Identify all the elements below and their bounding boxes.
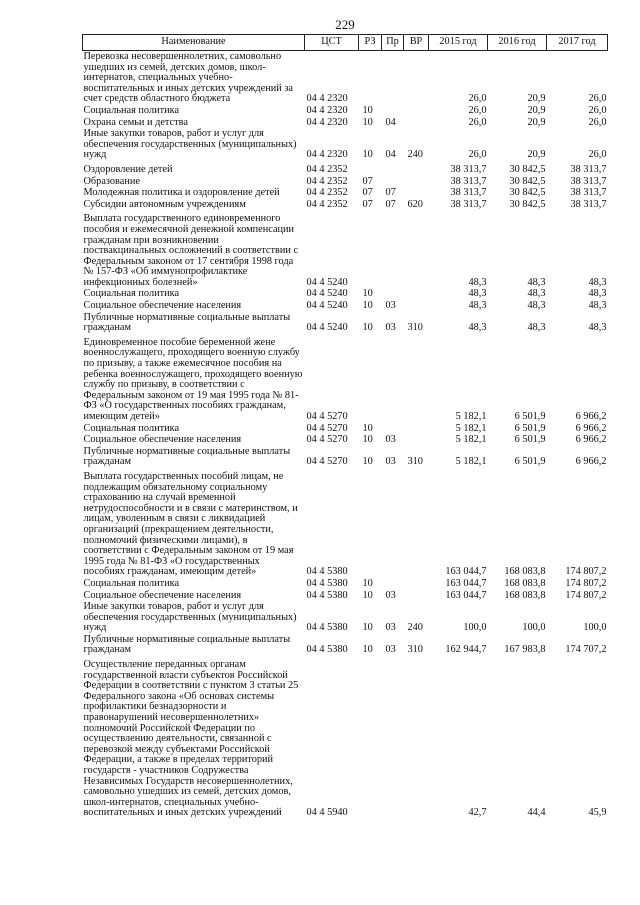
table-row (83, 434, 608, 446)
row-2015: 38 313,7 (450, 163, 487, 175)
row-2015: 162 944,7 (445, 644, 487, 656)
row-2016: 20,9 (527, 93, 546, 105)
row-2017: 48,3 (588, 300, 607, 312)
row-2015: 48,3 (468, 300, 487, 312)
row-2017: 6 966,2 (575, 422, 607, 434)
row-rz: 10 (362, 577, 373, 589)
row-2017: 174 707,2 (565, 644, 607, 656)
row-2016: 48,3 (527, 288, 546, 300)
row-2015: 163 044,7 (445, 577, 487, 589)
row-rz: 10 (362, 644, 373, 656)
table-row (83, 578, 608, 590)
row-cst: 04 4 5240 (306, 322, 348, 334)
row-name: Публичные нормативные социальные выплаты гражданам (83, 633, 291, 656)
row-name: Публичные нормативные социальные выплаты гражданам (83, 445, 291, 468)
row-pr (382, 288, 404, 300)
table-header (83, 35, 608, 51)
row-2015: 42,7 (468, 807, 487, 819)
table-row (83, 590, 608, 602)
row-2015: 163 044,7 (445, 589, 487, 601)
row-pr: 07 (385, 198, 396, 210)
row-2017: 6 966,2 (575, 434, 607, 446)
row-rz: 10 (362, 622, 373, 634)
row-vr (404, 578, 429, 590)
row-2015: 5 182,1 (455, 434, 487, 446)
row-2015: 100,0 (463, 622, 487, 634)
row-2017: 6 966,2 (575, 456, 607, 468)
row-cst: 04 4 5270 (306, 422, 348, 434)
row-pr (382, 468, 404, 578)
row-name: Социальное обеспечение населения (83, 589, 242, 601)
row-cst: 04 4 2320 (306, 104, 348, 116)
row-cst: 04 4 2352 (306, 163, 348, 175)
row-2017: 26,0 (588, 116, 607, 128)
table-row (83, 199, 608, 211)
row-2015: 48,3 (468, 322, 487, 334)
row-2015: 48,3 (468, 276, 487, 288)
row-2015: 5 182,1 (455, 422, 487, 434)
row-name: Молодежная политика и оздоровление детей (83, 187, 280, 199)
table-row (83, 288, 608, 300)
row-cst: 04 4 2320 (306, 149, 348, 161)
row-cst: 04 4 5380 (306, 622, 348, 634)
row-vr (404, 105, 429, 117)
table-row (83, 423, 608, 435)
row-2017: 48,3 (588, 322, 607, 334)
row-2017: 6 966,2 (575, 411, 607, 422)
row-rz (359, 210, 382, 288)
table-row (83, 312, 608, 334)
row-rz: 07 (362, 175, 373, 187)
row-2017: 48,3 (588, 276, 607, 288)
row-pr (382, 334, 404, 423)
row-vr (404, 656, 429, 819)
row-2017: 100,0 (583, 622, 607, 634)
row-vr: 310 (407, 456, 423, 468)
row-pr: 07 (385, 187, 396, 199)
row-2016: 20,9 (527, 104, 546, 116)
table-row (83, 187, 608, 199)
row-name: Социальная политика (83, 577, 180, 589)
row-name: Иные закупки товаров, работ и услуг для обеспечения государственных (муниципальных) нужд (83, 128, 297, 161)
row-2015: 48,3 (468, 288, 487, 300)
row-2017: 174 807,2 (565, 577, 607, 589)
row-2016: 20,9 (527, 116, 546, 128)
row-cst: 04 4 2352 (306, 198, 348, 210)
row-pr (382, 423, 404, 435)
row-pr: 04 (385, 116, 396, 128)
row-vr: 620 (407, 198, 423, 210)
row-rz: 07 (362, 198, 373, 210)
header-2016: 2016 год (488, 35, 547, 51)
row-pr: 03 (385, 456, 396, 468)
row-vr: 310 (407, 322, 423, 334)
row-rz (359, 468, 382, 578)
table-row (83, 446, 608, 468)
row-pr (382, 51, 404, 105)
table-row (83, 334, 608, 423)
table-body (83, 51, 608, 819)
row-pr: 04 (385, 149, 396, 161)
row-name: Субсидии автономным учреждениям (83, 198, 246, 210)
row-rz: 10 (362, 116, 373, 128)
row-2015: 38 313,7 (450, 187, 487, 199)
table-row (83, 300, 608, 312)
row-2017: 38 313,7 (570, 198, 607, 210)
row-2015: 38 313,7 (450, 198, 487, 210)
row-vr (404, 468, 429, 578)
table-row (83, 51, 608, 105)
row-2016: 168 083,8 (504, 577, 546, 589)
page-number: 229 (335, 17, 355, 32)
row-rz: 10 (362, 300, 373, 312)
row-cst: 04 4 5270 (306, 434, 348, 446)
budget-table (82, 34, 608, 819)
row-2016: 44,4 (527, 807, 546, 819)
row-name: Единовременное пособие беременной жене военнослужащего, проходящего военную службу по призыву, а также ежемесячное пособия на ребенка военнослужащего, проходящего военную службу по призыву, в соответствии с Федеральным законом от 19 мая 1995 года № 81-ФЗ «О государственных пособиях гражданам, имеющим детей» (83, 336, 303, 422)
row-pr (382, 161, 404, 176)
row-vr: 240 (407, 622, 423, 634)
row-vr (404, 161, 429, 176)
row-2015: 26,0 (468, 93, 487, 105)
row-2016: 48,3 (527, 276, 546, 288)
row-cst: 04 4 2352 (306, 187, 348, 199)
row-cst: 04 4 5240 (306, 300, 348, 312)
row-pr: 03 (385, 622, 396, 634)
row-name: Перевозка несовершеннолетних, самовольно ушедших из семей, детских домов, школ-интернатов, специальных учебно-воспитательных и иных детских учреждений за счет средств областного бюджета (83, 51, 293, 105)
row-2017: 38 313,7 (570, 187, 607, 199)
row-2015: 26,0 (468, 104, 487, 116)
row-pr (382, 176, 404, 188)
row-rz: 10 (362, 422, 373, 434)
row-pr: 03 (385, 589, 396, 601)
row-rz (359, 51, 382, 105)
row-2015: 38 313,7 (450, 175, 487, 187)
row-vr (404, 176, 429, 188)
row-vr (404, 288, 429, 300)
row-2016: 168 083,8 (504, 566, 546, 578)
row-pr: 03 (385, 434, 396, 446)
row-cst: 04 4 2352 (306, 175, 348, 187)
row-rz (359, 334, 382, 423)
table-row (83, 176, 608, 188)
row-vr (404, 117, 429, 129)
row-2017: 174 807,2 (565, 566, 607, 578)
row-cst: 04 4 5270 (306, 411, 348, 422)
row-2016: 30 842,5 (509, 163, 546, 175)
table-row (83, 656, 608, 819)
row-name: Выплата государственного единовременного пособия и ежемесячной денежной компенсации гражданам при возникновении поствакцинальных осложнений в соответствии с Федеральным законом от 17 сентября 1998 года № 157-ФЗ «Об иммунопрофилактике инфекционных болезней» (83, 213, 299, 288)
row-2015: 5 182,1 (455, 456, 487, 468)
row-2016: 30 842,5 (509, 187, 546, 199)
header-pr: Пр (382, 35, 404, 51)
row-name: Оздоровление детей (83, 163, 173, 175)
row-2016: 48,3 (527, 322, 546, 334)
row-2016: 6 501,9 (514, 411, 546, 422)
table-row (83, 634, 608, 656)
row-vr (404, 434, 429, 446)
row-2016: 6 501,9 (514, 456, 546, 468)
row-vr (404, 423, 429, 435)
row-rz (359, 656, 382, 819)
row-rz: 10 (362, 589, 373, 601)
row-vr (404, 300, 429, 312)
table-row (83, 128, 608, 161)
table-row (83, 105, 608, 117)
row-rz: 10 (362, 288, 373, 300)
row-cst: 04 4 5270 (306, 456, 348, 468)
row-name: Охрана семьи и детства (83, 116, 188, 128)
row-cst: 04 4 5240 (306, 276, 348, 288)
row-cst: 04 4 5380 (306, 577, 348, 589)
table-row (83, 161, 608, 176)
row-pr: 03 (385, 644, 396, 656)
row-name: Социальная политика (83, 422, 180, 434)
row-vr (404, 334, 429, 423)
header-cst: ЦСТ (305, 35, 359, 51)
row-2017: 45,9 (588, 807, 607, 819)
row-cst: 04 4 5240 (306, 288, 348, 300)
row-2017: 38 313,7 (570, 163, 607, 175)
row-2016: 30 842,5 (509, 175, 546, 187)
row-2016: 30 842,5 (509, 198, 546, 210)
row-rz: 10 (362, 322, 373, 334)
row-2016: 6 501,9 (514, 422, 546, 434)
row-name: Социальная политика (83, 104, 180, 116)
row-2016: 48,3 (527, 300, 546, 312)
row-vr: 310 (407, 644, 423, 656)
row-name: Выплата государственных пособий лицам, не подлежащим обязательному социальному страхованию на случай временной нетрудоспособности и в связи с материнством, и лицам, уволенным в связи с ликвидацией организаций (прекращением деятельности, полномочий физическими лицами), в соответствии с Федеральным законом от 19 мая 1995 года № 81-ФЗ «О государственных пособиях гражданам, имеющим детей» (83, 470, 298, 578)
row-name: Социальное обеспечение населения (83, 434, 242, 446)
row-2016: 100,0 (522, 622, 546, 634)
row-cst: 04 4 5380 (306, 644, 348, 656)
row-2015: 26,0 (468, 149, 487, 161)
row-2016: 6 501,9 (514, 434, 546, 446)
row-name: Образование (83, 175, 140, 187)
row-2017: 38 313,7 (570, 175, 607, 187)
row-2017: 26,0 (588, 104, 607, 116)
header-2017: 2017 год (547, 35, 608, 51)
row-pr (382, 210, 404, 288)
header-vr: ВР (404, 35, 429, 51)
table-row (83, 210, 608, 288)
row-pr (382, 656, 404, 819)
row-2016: 168 083,8 (504, 589, 546, 601)
row-cst: 04 4 2320 (306, 93, 348, 105)
row-2017: 48,3 (588, 288, 607, 300)
row-pr: 03 (385, 322, 396, 334)
row-2017: 26,0 (588, 93, 607, 105)
row-vr (404, 187, 429, 199)
row-2016: 20,9 (527, 149, 546, 161)
row-pr (382, 578, 404, 590)
row-name: Социальное обеспечение населения (83, 300, 242, 312)
row-2015: 26,0 (468, 116, 487, 128)
row-cst: 04 4 5380 (306, 589, 348, 601)
header-name: Наименование (83, 35, 305, 51)
table-row (83, 117, 608, 129)
table-row (83, 601, 608, 634)
row-vr (404, 590, 429, 602)
row-name: Социальная политика (83, 288, 180, 300)
table-row (83, 468, 608, 578)
row-cst: 04 4 5380 (306, 566, 348, 578)
row-2016: 167 983,8 (504, 644, 546, 656)
row-rz: 10 (362, 104, 373, 116)
row-2017: 174 807,2 (565, 589, 607, 601)
row-rz: 10 (362, 434, 373, 446)
row-pr (382, 105, 404, 117)
row-name: Осуществление переданных органам государственной власти субъектов Российской Федерации в соответствии с пунктом 3 статьи 25 Федерального закона «Об основах системы профилактики безнадзорности и правонарушений несовершеннолетних» полномочий Российской Федерации по осуществлению деятельности, связанной с перевозкой между субъектами Российской Федерации, а также в пределах территорий государств - участников Содружества Независимых Государств несовершеннолетних, самовольно ушедших из семей, детских домов, школ-интернатов, специальных учебно-воспитательных и иных детских учреждений (83, 659, 299, 819)
header-rz: РЗ (359, 35, 382, 51)
row-cst: 04 4 2320 (306, 116, 348, 128)
row-cst: 04 4 5940 (306, 807, 348, 819)
row-vr (404, 210, 429, 288)
header-2015: 2015 год (429, 35, 488, 51)
row-2017: 26,0 (588, 149, 607, 161)
row-vr: 240 (407, 149, 423, 161)
row-rz: 10 (362, 456, 373, 468)
row-rz: 10 (362, 149, 373, 161)
row-pr: 03 (385, 300, 396, 312)
row-name: Публичные нормативные социальные выплаты гражданам (83, 311, 291, 334)
row-rz (359, 161, 382, 176)
row-vr (404, 51, 429, 105)
row-rz: 07 (362, 187, 373, 199)
row-name: Иные закупки товаров, работ и услуг для обеспечения государственных (муниципальных) нужд (83, 601, 297, 634)
row-2015: 5 182,1 (455, 411, 487, 422)
row-2015: 163 044,7 (445, 566, 487, 578)
